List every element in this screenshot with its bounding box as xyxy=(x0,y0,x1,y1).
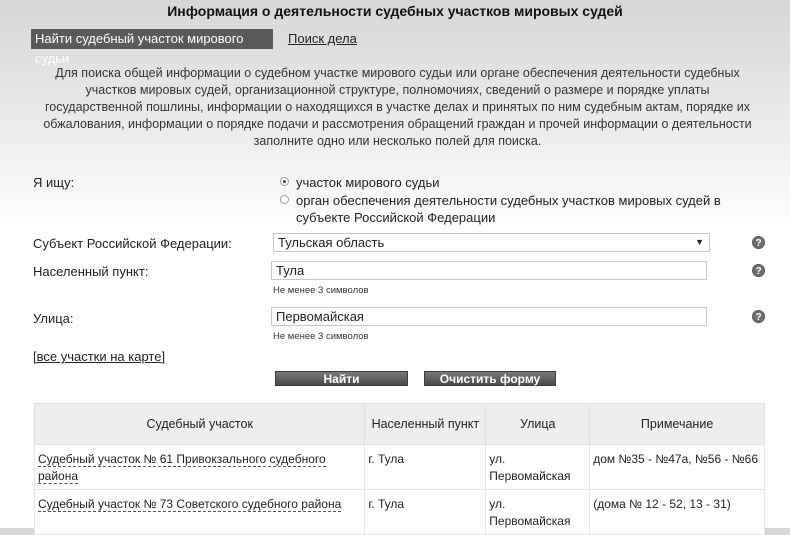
table-header-row xyxy=(35,404,765,445)
column-header-city: Населенный пункт xyxy=(365,404,486,445)
clear-form-button[interactable]: Очистить форму xyxy=(424,371,556,386)
tab-find-court[interactable]: Найти судебный участок мирового судьи xyxy=(31,29,273,49)
street-hint: Не менее 3 символов xyxy=(273,331,369,342)
court-link[interactable]: Судебный участок № 61 Привокзального судебного района xyxy=(38,452,326,483)
city-label: Населенный пункт: xyxy=(33,264,149,279)
all-courts-map-link[interactable]: [все участки на карте] xyxy=(33,349,166,364)
street-input[interactable]: Первомайская xyxy=(271,307,707,326)
column-header-street: Улица xyxy=(486,404,590,445)
note-cell: дом №35 - №47а, №56 - №66 xyxy=(590,445,765,490)
radio-option-court[interactable] xyxy=(280,174,730,191)
city-hint: Не менее 3 символов xyxy=(273,285,369,296)
street-label: Улица: xyxy=(33,311,74,326)
find-button[interactable]: Найти xyxy=(275,371,408,386)
court-cell xyxy=(35,445,365,490)
column-header-court: Судебный участок xyxy=(35,404,365,445)
column-header-note: Примечание xyxy=(590,404,765,445)
help-icon-city[interactable]: ? xyxy=(752,264,765,277)
radio-option-authority[interactable] xyxy=(280,192,730,226)
court-link[interactable]: Судебный участок № 73 Советского судебного района xyxy=(38,497,342,511)
intro-text: Для поиска общей информации о судебном участке мирового судьи или органе обеспечения деятельности судебных участков мировых судей, организационной структуре, полномочиях, сведений о размере и порядке уплаты государственной пошлины, информации о находящихся в участке делах и принятых по ним судебным актам, порядке их обжалования, информации о порядке подачи и рассмотрения обращений граждан и прочей информации о деятельности заполните одно или несколько полей для поиска. xyxy=(43,66,752,148)
subject-selected-value: Тульская область xyxy=(278,235,385,250)
city-input[interactable]: Тула xyxy=(271,261,707,280)
results-table xyxy=(34,403,765,535)
help-icon-subject[interactable]: ? xyxy=(752,236,765,249)
radio-button-authority[interactable] xyxy=(280,195,289,204)
radio-label-authority: орган обеспечения деятельности судебных участков мировых судей в субъекте Российской Федерации xyxy=(296,193,721,225)
subject-select[interactable] xyxy=(273,233,710,252)
note-cell: (дома № 12 - 52, 13 - 31) xyxy=(590,490,765,535)
city-cell: г. Тула xyxy=(365,445,486,490)
street-cell: ул. Первомайская xyxy=(486,445,590,490)
radio-label-court: участок мирового судьи xyxy=(296,175,440,190)
table-row xyxy=(35,445,765,490)
help-icon-street[interactable]: ? xyxy=(752,310,765,323)
street-cell: ул. Первомайская xyxy=(486,490,590,535)
chevron-down-icon: ▼ xyxy=(695,237,704,247)
page-title: Информация о деятельности судебных участков мировых судей xyxy=(167,3,623,19)
tab-search-case[interactable]: Поиск дела xyxy=(288,31,357,46)
city-cell: г. Тула xyxy=(365,490,486,535)
radio-button-court[interactable] xyxy=(280,177,289,186)
search-type-radio-group xyxy=(280,174,730,226)
search-for-label: Я ищу: xyxy=(33,175,75,190)
subject-label: Субъект Российской Федерации: xyxy=(33,236,232,251)
